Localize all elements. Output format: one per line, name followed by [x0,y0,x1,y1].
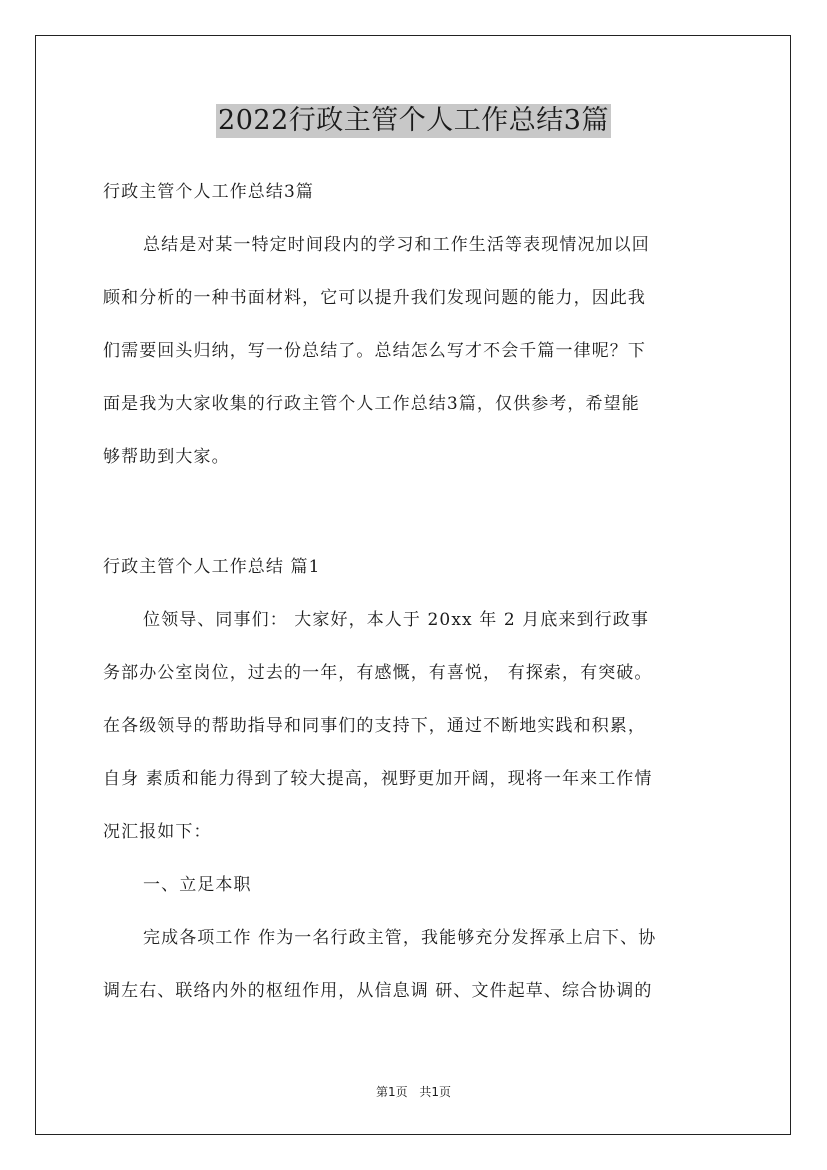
body-line: 位领导、同事们： 大家好，本人于 20xx 年 2 月底来到行政事 [143,610,649,630]
subtitle: 行政主管个人工作总结3篇 [103,182,315,202]
intro-line: 面是我为大家收集的行政主管个人工作总结3篇，仅供参考，希望能 [103,394,640,414]
intro-line: 顾和分析的一种书面材料，它可以提升我们发现问题的能力，因此我 [103,288,646,308]
subheading: 一、立足本职 [143,875,252,895]
intro-line: 够帮助到大家。 [103,447,230,467]
document-body [103,172,733,1011]
body-line: 况汇报如下： [103,822,212,842]
body-line: 务部办公室岗位，过去的一年，有感慨，有喜悦， 有探索，有突破。 [103,663,653,683]
intro-line: 总结是对某一特定时间段内的学习和工作生活等表现情况加以回 [143,235,650,255]
page-total: 共1页 [419,1085,452,1099]
title-wrap [0,104,827,138]
body-line: 调左右、联络内外的枢纽作用，从信息调 研、文件起草、综合协调的 [103,981,653,1001]
intro-line: 们需要回头归纳，写一份总结了。总结怎么写才不会千篇一律呢？下 [103,341,646,361]
document-title: 2022行政主管个人工作总结3篇 [218,105,609,136]
section-heading: 行政主管个人工作总结 篇1 [103,557,321,577]
page-number: 第1页 [375,1085,408,1099]
body-line: 完成各项工作 作为一名行政主管，我能够充分发挥承上启下、协 [143,928,657,948]
body-line: 自身 素质和能力得到了较大提高，视野更加开阔，现将一年来工作情 [103,769,653,789]
page-footer [0,1084,827,1100]
body-line: 在各级领导的帮助指导和同事们的支持下，通过不断地实践和积累， [103,716,646,736]
